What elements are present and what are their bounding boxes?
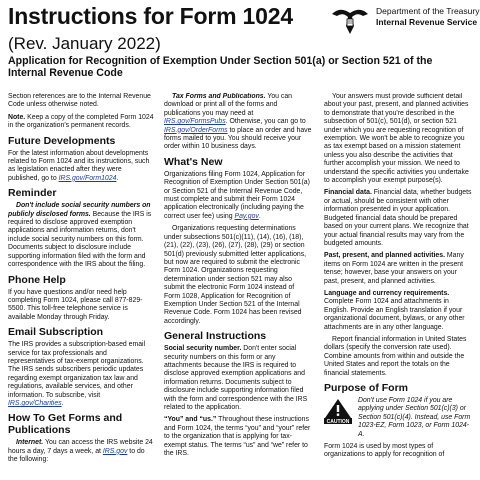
intro-text: Section references are to the Internal Revenue Code unless otherwise noted.	[8, 93, 151, 109]
email-end: .	[61, 399, 64, 407]
future-developments-heading: Future Developments	[8, 134, 116, 147]
email-subscription-heading: Email Subscription	[8, 326, 104, 339]
report-paragraph: Report financial information in United States dollars (specify the conversion rate used). Combine amounts from within and outside the United States and report the totals on the financial statements.	[324, 335, 467, 377]
document-title: Instructions for Form 1024	[8, 3, 293, 29]
internet-paragraph	[8, 439, 154, 464]
ssn-text: Don't enter social security numbers on this form or any attachments because the IRS is required to disclose approved exemption applications and information returns. Documents subject to disclosure include supporting information filed with the form and correspondence with the IRS related to the application.	[164, 345, 308, 411]
caution-label: CAUTION	[326, 419, 350, 424]
tax-forms-paragraph	[164, 93, 312, 152]
answers-paragraph: Your answers must provide sufficient detail about your past, present, and planned activities to demonstrate that you're described in the subsection of 501(c), 501(d), or section 521 under which you are requesting recognition of exemption. We won't be able to recognize you as tax exempt based on a mission statement unless you also describe the activities that further accomplish your mission. We need to understand the specific activities you undertake to accomplish your exempt purpose(s).	[324, 93, 469, 185]
caution-text: Don't use Form 1024 if you are applying under Section 501(c)(3) or Section 501(c)(4). Instead, use Form 1023-EZ, Form 1023, or Form 1024-A.	[358, 397, 471, 438]
purpose-text: Form 1024 is used by most types of organizations to apply for recognition of	[324, 443, 445, 459]
whats-new-body: Organizations filing Form 1024, Application for Recognition of Exemption Under Section 501(a) or Section 521 of the Internal Revenue Code, must complete and submit their Form 1024 application electronically (including paying the correct user fee) using	[164, 170, 310, 220]
irs-eagle-logo-icon	[330, 4, 370, 36]
whats-new-end: .	[258, 212, 261, 220]
how-to-get-forms-heading: How To Get Forms and Publications	[8, 412, 123, 437]
body-columns	[8, 93, 472, 480]
future-end: .	[116, 174, 119, 182]
email-text: The IRS provides a subscription-based email service for tax professionals and representatives of tax-exempt organizations. The IRS sends subscribers periodic updates regarding exempt organization tax law and regulations, available services, and other information. To subscribe, visit	[8, 341, 146, 399]
activities-text: Many items on Form 1024 are written in the present tense; however, base your answers on your past, present, and planned activities.	[324, 252, 464, 285]
language-text: Complete Form 1024 and attachments in English. Provide an English translation if your organizational document, bylaws, or any other attachments are in any other language.	[324, 298, 465, 331]
you-and-us-paragraph	[164, 416, 312, 458]
ssn-label: Social security number.	[164, 345, 242, 353]
you-text: Throughout these instructions and Form 1024, the terms “you” and “your” refer to the organization that is applying for tax-exempt status. The terms “us” and “we” refer to the IRS.	[164, 416, 311, 458]
tax-forms-text2: . Otherwise, you can go to	[225, 118, 306, 126]
activities-paragraph	[324, 252, 472, 286]
language-label: Language and currency requirements.	[324, 289, 450, 297]
general-instructions-heading: General Instructions	[164, 330, 267, 343]
financial-data-paragraph	[324, 189, 472, 248]
internet-label: Internet.	[16, 439, 44, 447]
activities-label: Past, present, and planned activities.	[324, 252, 446, 260]
forms-pubs-link[interactable]: IRS.gov/FormsPubs	[164, 118, 226, 126]
form1024-link[interactable]: IRS.gov/Form1024	[58, 174, 117, 182]
financial-data-text: Financial data, whether budgets or actual, should be consistent with other information presented in your application. Budgeted financial data should be prepared based on your current plans. We recognize that your actual financial results may vary from the budgeted amounts.	[324, 189, 472, 247]
caution-box	[324, 397, 472, 439]
agency-block	[330, 4, 479, 36]
note-label: Note.	[8, 113, 26, 121]
order-forms-link[interactable]: IRS.gov/OrderForms	[164, 126, 228, 134]
tax-forms-label: Tax Forms and Publications.	[172, 93, 266, 100]
revision-date: (Rev. January 2022)	[8, 34, 161, 53]
column-3	[324, 93, 472, 480]
reminder-bold: Don't include social security numbers on publicly disclosed forms.	[8, 202, 151, 218]
whats-new-paragraph-2: Organizations requesting determinations under subsections 501(c)(11), (14), (16), (18), (21), (22), (23), (26), (27), (28), (29) or section 501(d) previously submitted letter applications, but now are required to submit the electronic Form 1024. Organizations requesting determination under section 521 may also submit the electronic Form 1024 instead of Form 1028, Application for Recognition of Exemption Under Section 521 of the Internal Revenue Code. Form 1024 has been revised accordingly.	[164, 225, 307, 325]
phone-help-heading: Phone Help	[8, 273, 66, 286]
tax-forms-text3: to place an order and have forms mailed to you. You should receive your order within 10 business days.	[164, 126, 312, 151]
ssn-paragraph	[164, 345, 312, 412]
phone-help-text: If you have questions and/or need help completing Form 1024, please call 877-829-5500. This toll-free telephone service is available Monday through Friday.	[8, 288, 143, 321]
future-text: For the latest information about developments related to Form 1024 and its instructions, such as legislation enacted after they were published, go to	[8, 149, 150, 182]
internet-end: to do the following:	[8, 447, 145, 464]
you-label: “You” and “us.”	[164, 416, 217, 424]
financial-data-label: Financial data.	[324, 189, 372, 197]
note-paragraph	[8, 114, 154, 131]
agency-department: Department of the Treasury	[376, 6, 480, 16]
language-paragraph	[324, 290, 472, 332]
document-subtitle: Application for Recognition of Exemption Under Section 501(a) or Section 521 of the Internal Revenue Code	[8, 55, 433, 79]
charities-link[interactable]: IRS.gov/Charities	[8, 399, 62, 407]
email-subscription-text	[8, 341, 154, 408]
whats-new-text	[164, 171, 312, 221]
whats-new-heading: What's New	[164, 155, 223, 168]
irs-gov-link[interactable]: IRS.gov	[102, 447, 128, 455]
caution-warning-icon	[324, 398, 352, 424]
reminder-text	[8, 202, 154, 269]
note-text: Keep a copy of the completed Form 1024 in the organization's permanent records.	[8, 113, 154, 130]
reminder-heading: Reminder	[8, 187, 57, 200]
future-developments-text	[8, 150, 154, 184]
internet-text: You can access the IRS website 24 hours a day, 7 days a week, at	[8, 439, 153, 455]
tax-forms-text: You can download or print all of the forms and publications you may need at	[164, 93, 293, 117]
pay-gov-link[interactable]: Pay.gov	[234, 212, 259, 220]
purpose-of-form-heading: Purpose of Form	[324, 382, 409, 394]
column-1	[8, 93, 154, 480]
reminder-body: Because the IRS is required to disclose approved exemption applications and information returns, don't include social security numbers on this form. Documents subject to disclosure include supporting information filed with the form and correspondence with the IRS about the filing.	[8, 210, 152, 269]
column-2	[164, 93, 312, 480]
agency-irs: Internal Revenue Service	[376, 17, 478, 27]
